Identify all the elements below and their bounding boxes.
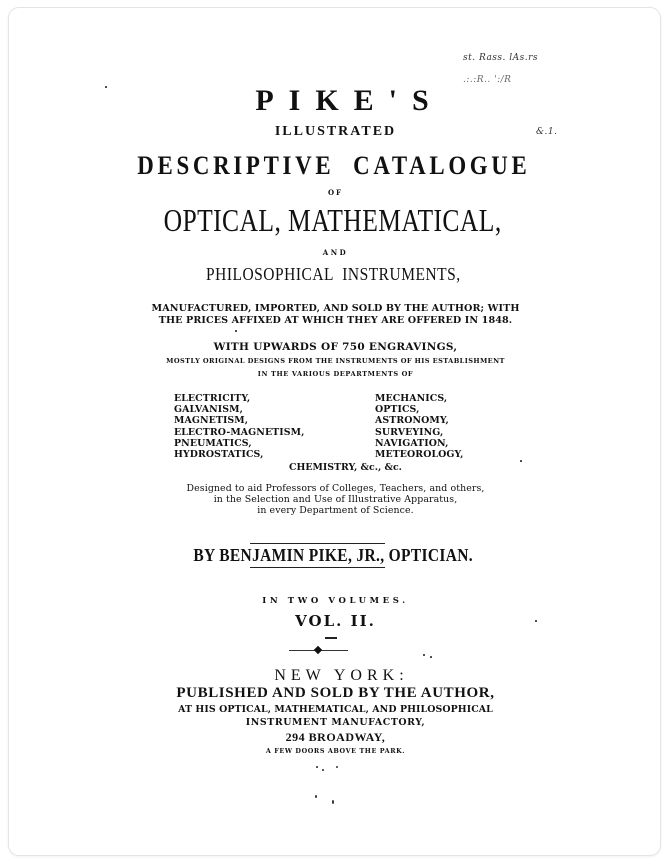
title-illustrated: ILLUSTRATED [274, 124, 397, 139]
divider-rule [250, 567, 385, 568]
purpose-line-3: in every Department of Science. [257, 505, 414, 516]
scan-speck [535, 620, 537, 622]
imprint-line-2: INSTRUMENT MANUFACTORY, [245, 717, 426, 728]
department-item: HYDROSTATICS, [174, 449, 264, 461]
description-line-1: MANUFACTURED, IMPORTED, AND SOLD BY THE AUTHOR; WITH [151, 303, 520, 314]
scan-speck [520, 460, 522, 462]
scan-speck [235, 330, 237, 332]
handwritten-annotation: &.1. [536, 127, 558, 137]
scan-speck [336, 766, 338, 768]
ornament-dash [325, 637, 337, 639]
volume-number: VOL. II. [295, 612, 376, 630]
handwritten-annotation: st. Rass. lAs.rs [463, 53, 539, 63]
departments-right-column [375, 393, 463, 460]
engravings-line-1: MOSTLY ORIGINAL DESIGNS FROM THE INSTRUMENTS OF HIS ESTABLISHMENT [166, 357, 505, 365]
scan-speck [322, 769, 324, 771]
scan-speck [430, 656, 432, 658]
title-main: DESCRIPTIVE CATALOGUE [137, 151, 531, 180]
department-item: METEOROLOGY, [375, 449, 464, 461]
departments-left-column [174, 393, 304, 460]
imprint-city: NEW YORK: [274, 667, 409, 684]
department-item: ELECTRO-MAGNETISM, [174, 426, 305, 438]
engravings-headline: WITH UPWARDS OF 750 ENGRAVINGS, [213, 341, 458, 353]
department-item: MAGNETISM, [174, 415, 249, 427]
imprint-address: 294 BROADWAY, [285, 730, 386, 744]
divider-rule [250, 543, 385, 544]
title-subjects-2: PHILOSOPHICAL INSTRUMENTS, [206, 264, 461, 284]
engravings-line-2: IN THE VARIOUS DEPARTMENTS OF [257, 370, 414, 378]
department-item: ASTRONOMY, [375, 415, 449, 427]
purpose-line-1: Designed to aid Professors of Colleges, Teachers, and others, [186, 483, 485, 494]
department-item: PNEUMATICS, [174, 437, 252, 449]
scan-speck [105, 86, 107, 88]
scan-speck [315, 795, 317, 798]
department-item: MECHANICS, [375, 393, 448, 404]
author-byline: BY BENJAMIN PIKE, JR., OPTICIAN. [193, 545, 474, 565]
volume-set: IN TWO VOLUMES. [262, 596, 409, 606]
department-item: SURVEYING, [375, 426, 444, 438]
title-of: OF [327, 188, 344, 197]
handwritten-annotation: .:.:R.. ':/R [463, 75, 512, 85]
description-line-2: THE PRICES AFFIXED AT WHICH THEY ARE OFFERED IN 1848. [158, 315, 513, 326]
imprint-location: A FEW DOORS ABOVE THE PARK. [265, 747, 406, 755]
scan-speck [332, 800, 334, 804]
imprint-publisher: PUBLISHED AND SOLD BY THE AUTHOR, [176, 685, 495, 701]
imprint-line-1: AT HIS OPTICAL, MATHEMATICAL, AND PHILOSOPHICAL [178, 704, 493, 715]
department-item: OPTICS, [375, 404, 420, 416]
title-subjects-1: OPTICAL, MATHEMATICAL, [163, 202, 502, 238]
department-last: CHEMISTRY, &c., &c. [289, 462, 402, 473]
title-and: AND [322, 248, 349, 257]
purpose-line-2: in the Selection and Use of Illustrative Apparatus, [213, 494, 458, 505]
title-possessive: PIKE'S [255, 84, 444, 117]
department-item: GALVANISM, [174, 404, 243, 416]
department-item: ELECTRICITY, [174, 393, 251, 404]
scan-speck [316, 766, 318, 768]
department-item: NAVIGATION, [375, 437, 449, 449]
scan-speck [423, 654, 425, 656]
